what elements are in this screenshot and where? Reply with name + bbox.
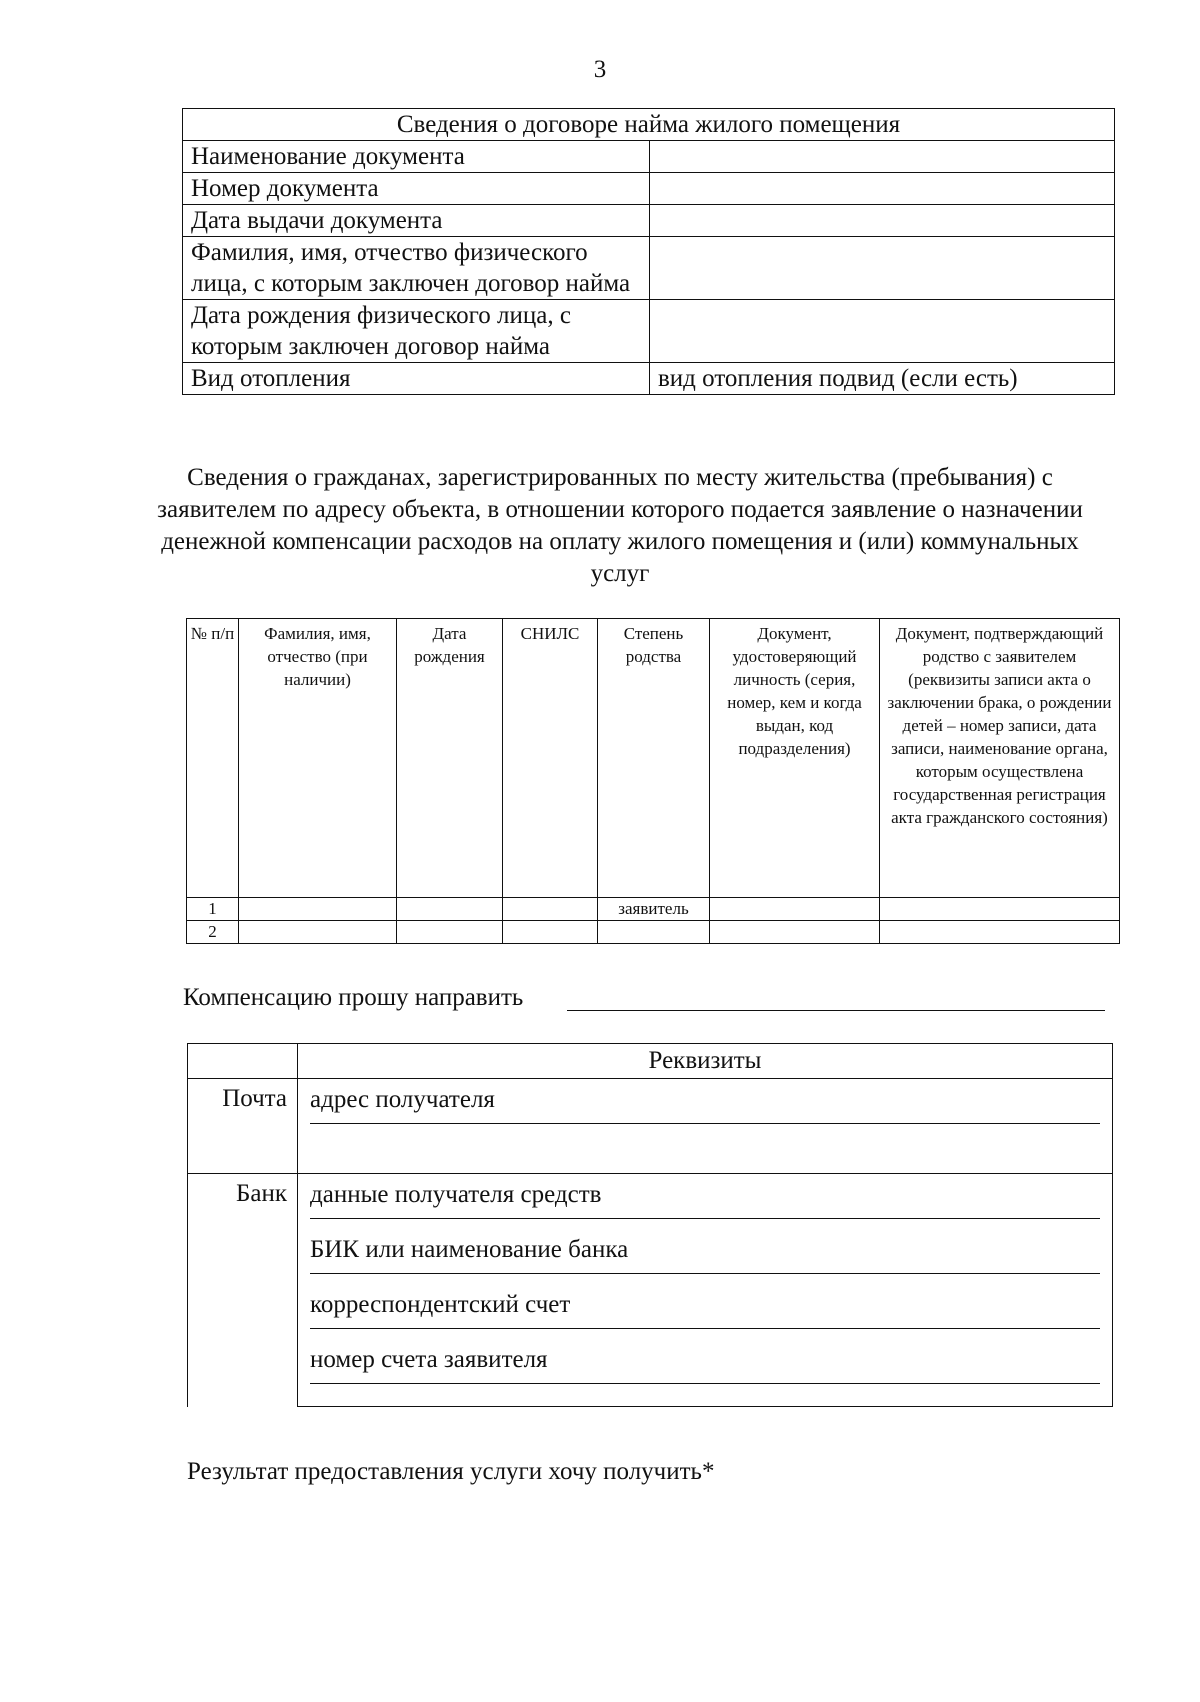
- bank-account-input-line[interactable]: [310, 1383, 1100, 1384]
- lease-row-value[interactable]: [650, 300, 1115, 363]
- lease-row-label: Вид отопления: [183, 363, 650, 395]
- cell-birth-date[interactable]: [397, 898, 503, 921]
- column-header-relation: Степень родства: [598, 619, 710, 898]
- bank-field-corr-account: корреспондентский счет: [310, 1291, 571, 1318]
- cell-id-document[interactable]: [710, 921, 880, 944]
- lease-row-value[interactable]: [650, 205, 1115, 237]
- cell-birth-date[interactable]: [397, 921, 503, 944]
- cell-number: 1: [187, 898, 239, 921]
- bank-fields: [298, 1174, 1113, 1407]
- lease-table-title: Сведения о договоре найма жилого помещения: [183, 109, 1115, 141]
- bank-corr-account-input-line[interactable]: [310, 1328, 1100, 1329]
- citizens-section-title: Сведения о гражданах, зарегистрированных по месту жительства (пребывания) с заявителем по адресу объекта, в отношении которого подается заявление о назначении денежной компенсации расходов на оплату жилого помещения и (или) коммунальных услуг: [157, 464, 1083, 587]
- compensation-label: Компенсацию прошу направить: [183, 984, 524, 1011]
- page-number: 3: [593, 56, 607, 83]
- lease-table: [182, 108, 1115, 395]
- bank-field-bik: БИК или наименование банка: [310, 1236, 629, 1263]
- cell-fio[interactable]: [239, 921, 397, 944]
- requisites-header: Реквизиты: [298, 1044, 1113, 1079]
- bank-field-recipient: данные получателя средств: [310, 1181, 602, 1208]
- lease-row-label: Наименование документа: [183, 141, 650, 173]
- column-header-birth-date: Дата рождения: [397, 619, 503, 898]
- result-label: Результат предоставления услуги хочу получить*: [187, 1458, 715, 1485]
- bank-bik-input-line[interactable]: [310, 1273, 1100, 1274]
- mail-fields: [298, 1079, 1113, 1174]
- lease-row-label: Дата выдачи документа: [183, 205, 650, 237]
- cell-id-document[interactable]: [710, 898, 880, 921]
- mail-label: Почта: [188, 1079, 298, 1174]
- lease-row-label: Фамилия, имя, отчество физического лица, с которым заключен договор найма: [183, 237, 650, 300]
- cell-fio[interactable]: [239, 898, 397, 921]
- mail-field-recipient-address: адрес получателя: [310, 1086, 495, 1113]
- lease-row-label: Номер документа: [183, 173, 650, 205]
- cell-relation[interactable]: [598, 921, 710, 944]
- lease-row-value[interactable]: [650, 237, 1115, 300]
- lease-row-label: Дата рождения физического лица, с которым заключен договор найма: [183, 300, 650, 363]
- cell-relation-document[interactable]: [880, 921, 1120, 944]
- requisites-corner-cell: [188, 1044, 298, 1079]
- column-header-number: № п/п: [187, 619, 239, 898]
- cell-number: 2: [187, 921, 239, 944]
- lease-row-value[interactable]: [650, 141, 1115, 173]
- column-header-relation-document: Документ, подтверждающий родство с заявителем (реквизиты записи акта о заключении брака, о рождении детей – номер записи, дата записи, наименование органа, которым осуществлена государственная регистрация акта гражданского состояния): [880, 619, 1120, 898]
- requisites-table: [187, 1043, 1113, 1407]
- mail-input-line[interactable]: [310, 1123, 1100, 1124]
- table-row: [187, 921, 1120, 944]
- bank-field-account-number: номер счета заявителя: [310, 1346, 548, 1373]
- column-header-fio: Фамилия, имя, отчество (при наличии): [239, 619, 397, 898]
- bank-recipient-input-line[interactable]: [310, 1218, 1100, 1219]
- lease-row-value[interactable]: [650, 173, 1115, 205]
- citizens-table: [186, 618, 1120, 944]
- table-row: [187, 898, 1120, 921]
- cell-snils[interactable]: [503, 921, 598, 944]
- column-header-id-document: Документ, удостоверяющий личность (серия, номер, кем и когда выдан, код подразделения): [710, 619, 880, 898]
- cell-relation[interactable]: заявитель: [598, 898, 710, 921]
- lease-row-value[interactable]: вид отопления подвид (если есть): [650, 363, 1115, 395]
- column-header-snils: СНИЛС: [503, 619, 598, 898]
- cell-snils[interactable]: [503, 898, 598, 921]
- bank-label: Банк: [188, 1174, 298, 1407]
- cell-relation-document[interactable]: [880, 898, 1120, 921]
- compensation-input-line[interactable]: [567, 1010, 1105, 1011]
